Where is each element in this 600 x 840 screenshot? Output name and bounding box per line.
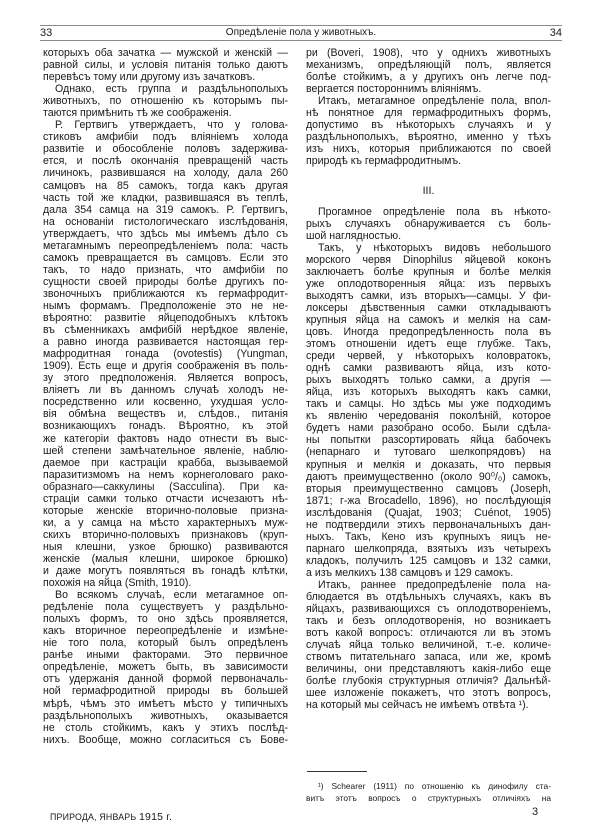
text-line: такъ и самцы. Но здѣсь мы уже подходимъ bbox=[306, 398, 551, 411]
section-heading: III. bbox=[422, 185, 435, 198]
text-line: яйца, изъ которыхъ выходятъ какъ самки, bbox=[306, 386, 551, 399]
text-line: заключаетъ болѣе крупныя и болѣе мелкія bbox=[306, 265, 551, 278]
text-line: кладокъ, получилъ 125 самцовъ и 132 самки, bbox=[306, 554, 551, 567]
text-line: возникающихъ гонадъ. Вѣроятно, къ этой bbox=[43, 420, 288, 433]
text-line: на который мы сейчасъ не имѣемъ отвѣта ¹). bbox=[306, 699, 529, 712]
text-line: мѣрѣ, чѣмъ это имѣетъ мѣсто у типичныхъ bbox=[43, 697, 288, 710]
text-line: изъ нихъ, которыя приближаются по своей bbox=[306, 143, 551, 156]
text-line: будетъ нами разобрано особо. Были сдѣла- bbox=[306, 422, 551, 435]
text-line: перевѣсъ тому или другому изъ зачатковъ. bbox=[43, 71, 256, 84]
text-line: равной силы, и условія питанія только даютъ bbox=[43, 59, 288, 72]
text-line: которые женскіе вторично-половые призна- bbox=[43, 504, 288, 517]
text-line: Прогамное опредѣленіе пола въ нѣкото- bbox=[318, 205, 551, 218]
text-line: парнаго шелкопряда, взятыхъ изъ четырехъ bbox=[306, 542, 551, 555]
text-line: похожія на яйца (Smith, 1910). bbox=[43, 577, 192, 590]
page-number-left: 33 bbox=[40, 27, 53, 39]
text-line: допустимо въ нѣкоторыхъ случаяхъ и у bbox=[306, 119, 551, 132]
text-line: раздѣльнополыхъ, вѣроятно, именно у тѣхъ bbox=[306, 131, 551, 144]
left-column bbox=[43, 47, 288, 746]
text-line: рыхъ случаяхъ обнаруживается съ боль- bbox=[306, 217, 551, 230]
text-line: паразитизмомъ на немъ корнеголоваго рако- bbox=[43, 468, 288, 481]
text-line: посредственно или косвенно, ухудшая усло- bbox=[43, 396, 288, 409]
text-line: величины, они представляютъ какія-либо еще bbox=[306, 663, 551, 676]
text-line: шее изложеніе покажетъ, что этотъ вопросъ, bbox=[306, 687, 551, 700]
text-line: морского червя Dinophilus яйцевой коконъ bbox=[306, 253, 551, 266]
text-line: болѣе глубокія структурныя отличія? Дальнѣй- bbox=[306, 675, 551, 688]
text-line: даютъ преимущественно (около 90⁰/₀) самокъ, bbox=[306, 470, 551, 483]
text-line: какъ вторичное переопредѣленіе и измѣне- bbox=[43, 625, 288, 638]
text-line: опредѣленіе, можетъ быть, въ зависимости bbox=[43, 661, 288, 674]
text-line: однѣ самки развиваютъ яйца, изъ кото- bbox=[306, 362, 551, 375]
text-line: самцовъ на 85 самокъ, тогда какъ другая bbox=[43, 179, 288, 192]
text-line: природѣ къ гермафродитнымъ. bbox=[306, 155, 462, 168]
text-line: и даже могутъ появляться въ гонадѣ клѣтки, bbox=[43, 565, 288, 578]
text-line: звоночныхъ приближаются къ гермафродит- bbox=[43, 287, 288, 300]
text-line: ри (Boveri, 1908), что у однихъ животныхъ bbox=[306, 47, 551, 59]
text-line: случаѣ яйца только величиной, т.-е. количе- bbox=[306, 639, 551, 652]
text-line: такъ и безъ оплодотворенія, но возникаетъ bbox=[306, 615, 551, 628]
running-title: Опредѣленіе пола у животныхъ. bbox=[225, 27, 377, 38]
text-line: же категоріи фактовъ надо отнести въ выс- bbox=[43, 432, 288, 445]
text-line: полыхъ формъ, то оно здѣсь проявляется, bbox=[43, 613, 288, 626]
text-line: а равно иногда развивается настоящая гер- bbox=[43, 336, 288, 349]
journal-year: 1915 г. bbox=[139, 811, 173, 823]
text-line: дала 354 самца на 319 самокъ. Р. Гертвигъ, bbox=[43, 203, 288, 216]
text-line: зу этого предположенія. Является вопросъ, bbox=[43, 372, 288, 385]
text-line: ныя клешни, узкое брюшко) развиваются bbox=[43, 540, 288, 553]
running-header bbox=[40, 25, 562, 41]
sheet-number: 3 bbox=[532, 806, 539, 818]
text-line: шей степени замѣчательное явленіе, наблю- bbox=[43, 444, 288, 457]
text-line: скихъ вторично-половыхъ признаковъ (круп- bbox=[43, 528, 288, 541]
text-line: утверждаетъ, что здѣсь мы имѣемъ дѣло съ bbox=[43, 227, 288, 240]
text-line: блюдается въ отдѣльныхъ случаяхъ, какъ въ bbox=[306, 591, 551, 604]
text-line: нихъ. Вообще, можно согласиться съ Бове- bbox=[43, 733, 288, 746]
text-line: шой наглядностью. bbox=[306, 229, 402, 242]
text-line: мафродитная гонада (ovotestis) (Yungman, bbox=[43, 348, 288, 361]
text-line: среди червей, у нѣкоторыхъ коловратокъ, bbox=[306, 350, 551, 363]
text-line: изслѣдованія (Quajat, 1903; Cuénot, 1905) bbox=[306, 506, 551, 519]
text-line: въ сѣменникахъ амфибій нерѣдкое явленіе, bbox=[43, 324, 288, 337]
text-line: локсеры дѣвственныя самки откладываютъ bbox=[306, 301, 551, 314]
text-line: ¹) Schearer (1911) по отношенію къ динофилу ста- bbox=[318, 781, 551, 791]
text-line: редѣленіе пола существуетъ у раздѣльно- bbox=[43, 601, 288, 614]
text-line: вергается постороннимъ вліяніямъ. bbox=[306, 83, 482, 96]
text-line: не подтвердили этихъ первоначальныхъ дан- bbox=[306, 518, 551, 531]
text-line: вліяетъ ли въ данномъ случаѣ холодъ не- bbox=[43, 384, 288, 397]
text-line: Р. Гертвигъ утверждаетъ, что у голова- bbox=[55, 119, 288, 132]
text-line: рыхъ выходятъ только самки, а другія — bbox=[306, 374, 551, 387]
text-line: цовъ. Иногда предопредѣленность пола въ bbox=[306, 325, 551, 338]
right-column-text-before-section bbox=[306, 47, 551, 167]
text-line: ки, а у самца на мѣсто характерныхъ муж- bbox=[43, 516, 288, 529]
text-line: Такъ, у нѣкоторыхъ видовъ небольшого bbox=[318, 241, 551, 254]
text-line: самокъ превращается въ самцовъ. Если это bbox=[43, 251, 288, 264]
footnote-divider bbox=[307, 771, 367, 772]
text-line: этомъ отношеніи идетъ еще глубже. Такъ, bbox=[306, 338, 551, 351]
text-line: Итакъ, метагамное опредѣленіе пола, впол- bbox=[318, 95, 551, 108]
text-line: сущности своей природы болѣе другихъ по- bbox=[43, 275, 288, 288]
text-line: нымъ формамъ. Предположеніе это не не- bbox=[43, 299, 288, 312]
text-line: вія обмѣна веществъ и, слѣдов., питанія bbox=[43, 408, 288, 421]
text-line: Однако, есть группа и раздѣльнополыхъ bbox=[55, 83, 288, 96]
text-line: даемое при кастраціи крабба, вызываемой bbox=[43, 456, 288, 469]
text-line: Итакъ, раннее предопредѣленіе пола на- bbox=[318, 578, 551, 591]
text-line: метагамнымъ переопредѣленіемъ пола: часть bbox=[43, 239, 288, 252]
text-line: 1871; г-жа Brocadello, 1896), но послѣдующія bbox=[306, 494, 551, 507]
text-line: ется, и послѣ окончанія превращеній часть bbox=[43, 155, 288, 168]
text-line: животныхъ, по отношенію къ которымъ пы- bbox=[43, 95, 288, 108]
text-line: крупныя и мелкія и доказать, что первыя bbox=[306, 458, 551, 471]
text-line: крупныя яйца на самокъ и мелкія на сам- bbox=[306, 313, 551, 326]
text-line: а изъ мелкихъ 138 самцовъ и 129 самокъ. bbox=[306, 566, 514, 579]
text-line: ствомъ питательнаго запаса, или же, кромѣ bbox=[306, 651, 551, 664]
text-line: которыхъ оба зачатка — мужской и женскій — bbox=[43, 47, 288, 59]
text-line: ніе того пола, который былъ опредѣленъ bbox=[43, 637, 288, 650]
text-line: образнаго—саккулины (Sacculina). При ка- bbox=[43, 480, 288, 493]
text-line: механизмъ, опредѣляющій полъ, является bbox=[306, 59, 551, 72]
text-line: яйцахъ, развивающихся съ оплодотвореніемъ, bbox=[306, 603, 551, 616]
text-line: ныхъ. Такъ, Кено изъ крупныхъ яицъ не- bbox=[306, 530, 551, 543]
text-line: таются примѣнить тѣ же соображенія. bbox=[43, 107, 232, 120]
text-line: вторыя преимущественно самцовъ (Joseph, bbox=[306, 482, 551, 495]
text-line: болѣе стойкимъ, а у другихъ онъ легче под- bbox=[306, 71, 551, 84]
text-line: раздѣльнополыхъ животныхъ, оказывается bbox=[43, 709, 288, 722]
text-line: выходятъ самки, изъ вторыхъ—самцы. У фи- bbox=[306, 289, 551, 302]
text-line: къ явленію чередованія поколѣній, которое bbox=[306, 410, 551, 423]
text-line: часть той же кладки, развившаяся въ теплѣ, bbox=[43, 191, 288, 204]
text-line: женскіе (малыя клешни, широкое брюшко) bbox=[43, 552, 288, 565]
text-line: на основаніи гистологическаго изслѣдованія, bbox=[43, 215, 288, 228]
text-line: Во всякомъ случаѣ, если метагамное оп- bbox=[55, 589, 288, 602]
text-line: нѣ понятное для гермафродитныхъ формъ, bbox=[306, 107, 551, 120]
right-column bbox=[306, 47, 551, 711]
text-line: вотъ какой вопросъ: отличаются ли въ этомъ bbox=[306, 627, 551, 640]
journal-name: ПРИРОДА, ЯНВАРЬ bbox=[50, 812, 137, 822]
text-line: 1909). Есть еще и другія соображенія въ поль- bbox=[43, 360, 288, 373]
text-line: страціи самки только отчасти исчезаютъ нѣ- bbox=[43, 492, 288, 505]
text-line: витъ этотъ вопросъ о структурныхъ отличіяхъ на bbox=[306, 793, 551, 804]
text-line: вѣроятно: развитіе яйцеподобныхъ клѣтокъ bbox=[43, 312, 288, 325]
journal-footer bbox=[50, 811, 172, 823]
text-line: личинокъ, развившаяся на холоду, дала 260 bbox=[43, 167, 288, 180]
text-line: (непарнаго и тутоваго шелкопрядовъ) на bbox=[306, 446, 551, 459]
right-column-text-after-section bbox=[306, 206, 551, 712]
text-line: развитіе и обособленіе половъ задержива- bbox=[43, 143, 288, 156]
text-line: ны попытки разсортировать яйца бабочекъ bbox=[306, 434, 551, 447]
text-line: такъ, то надо признать, что амфибіи по bbox=[43, 263, 288, 276]
text-line: ранѣе иными факторами. Это первичное bbox=[43, 649, 288, 662]
text-line: отъ удержанія данной формой первоначаль- bbox=[43, 673, 288, 686]
text-line: ной гермафродитной природы въ большей bbox=[43, 685, 288, 698]
text-line: уже оплодотворенныя яйца: изъ первыхъ bbox=[306, 277, 551, 290]
footnote bbox=[306, 781, 551, 805]
page-number-right: 34 bbox=[549, 27, 562, 39]
spacer bbox=[306, 167, 551, 185]
text-line: не столь стойкимъ, какъ у этихъ послѣд- bbox=[43, 721, 288, 734]
text-line: стиковъ амфибіи подъ вліяніемъ холода bbox=[43, 131, 288, 144]
